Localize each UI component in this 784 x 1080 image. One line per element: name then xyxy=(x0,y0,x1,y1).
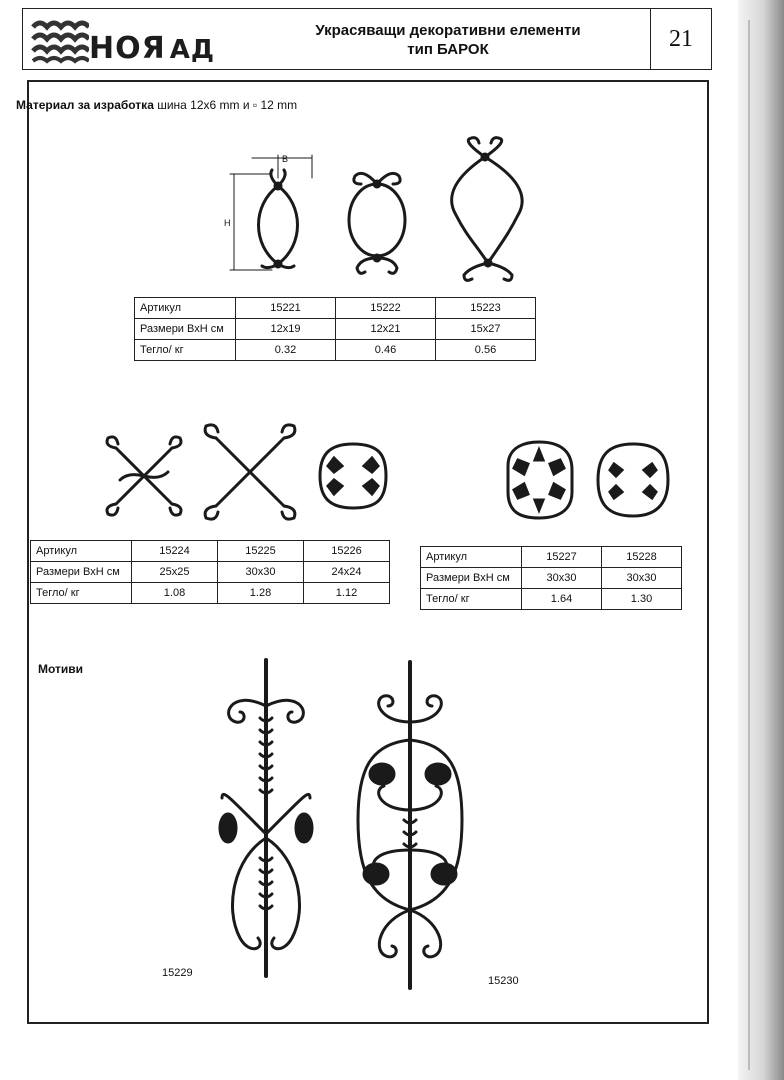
ornament-15227-drawing xyxy=(496,436,582,524)
row-label-article: Артикул xyxy=(421,547,522,568)
table-cell: 1.08 xyxy=(132,583,218,604)
title-line-1: Украсяващи декоративни елементи xyxy=(315,22,581,39)
row-label-weight: Тегло/ кг xyxy=(421,589,522,610)
motif-15230-drawing xyxy=(350,660,470,990)
table-cell: 15222 xyxy=(336,298,436,319)
company-logo xyxy=(29,15,229,65)
table-cell: 1.12 xyxy=(304,583,390,604)
ornament-15222-drawing xyxy=(340,160,420,285)
material-label: Материал за изработка xyxy=(16,98,154,112)
spec-table-2 xyxy=(30,540,390,604)
title-line-2: тип БАРОК xyxy=(407,41,489,58)
table-row xyxy=(421,547,682,568)
table-cell: 15224 xyxy=(132,541,218,562)
table-cell: 12x19 xyxy=(236,319,336,340)
table-cell: 1.64 xyxy=(522,589,602,610)
table-cell: 12x21 xyxy=(336,319,436,340)
table-row xyxy=(421,589,682,610)
ornament-15224-drawing xyxy=(100,432,188,522)
row-label-dimensions: Размери ВхН см xyxy=(135,319,236,340)
table-cell: 30x30 xyxy=(218,562,304,583)
table-cell: 24x24 xyxy=(304,562,390,583)
material-line xyxy=(16,98,297,112)
table-cell: 15226 xyxy=(304,541,390,562)
spec-table-1 xyxy=(134,297,536,361)
row-label-article: Артикул xyxy=(135,298,236,319)
table-cell: 15223 xyxy=(436,298,536,319)
table-cell: 15227 xyxy=(522,547,602,568)
table-row xyxy=(31,541,390,562)
row-label-article: Артикул xyxy=(31,541,132,562)
page-header xyxy=(22,8,712,70)
scan-page-line xyxy=(748,20,750,1070)
table-cell: 15225 xyxy=(218,541,304,562)
table-row xyxy=(31,562,390,583)
motif-15229-article: 15229 xyxy=(162,967,193,979)
table-cell: 30x30 xyxy=(602,568,682,589)
row-label-dimensions: Размери ВхН см xyxy=(421,568,522,589)
motifs-heading: Мотиви xyxy=(38,662,84,676)
table-row xyxy=(421,568,682,589)
dimension-b-label: B xyxy=(282,154,289,164)
ornament-15226-drawing xyxy=(310,432,396,520)
table-cell: 1.28 xyxy=(218,583,304,604)
table-cell: 25x25 xyxy=(132,562,218,583)
table-row xyxy=(31,583,390,604)
spec-table-3 xyxy=(420,546,682,610)
table-cell: 1.30 xyxy=(602,589,682,610)
dimension-h-label: H xyxy=(224,218,231,228)
logo-text: НОЯ АД xyxy=(89,31,215,66)
scan-page-edge xyxy=(738,0,784,1080)
motif-15229-drawing xyxy=(210,658,320,978)
table-row xyxy=(135,319,536,340)
material-value: шина 12x6 mm и ▫ 12 mm xyxy=(157,98,298,112)
row-label-weight: Тегло/ кг xyxy=(31,583,132,604)
page-title xyxy=(273,21,623,59)
ornament-15225-drawing xyxy=(198,420,302,524)
table-cell: 15228 xyxy=(602,547,682,568)
table-cell: 0.56 xyxy=(436,340,536,361)
ornament-15221-drawing xyxy=(222,150,322,280)
ornament-15228-drawing xyxy=(590,436,676,524)
motif-15230-article: 15230 xyxy=(488,975,519,987)
table-cell: 0.32 xyxy=(236,340,336,361)
table-cell: 15x27 xyxy=(436,319,536,340)
table-row xyxy=(135,298,536,319)
table-cell: 15221 xyxy=(236,298,336,319)
table-cell: 30x30 xyxy=(522,568,602,589)
row-label-weight: Тегло/ кг xyxy=(135,340,236,361)
table-row xyxy=(135,340,536,361)
table-cell: 0.46 xyxy=(336,340,436,361)
roof-tiles-icon xyxy=(29,15,89,65)
page-number: 21 xyxy=(650,9,711,69)
row-label-dimensions: Размери ВхН см xyxy=(31,562,132,583)
ornament-15223-drawing xyxy=(440,135,530,285)
